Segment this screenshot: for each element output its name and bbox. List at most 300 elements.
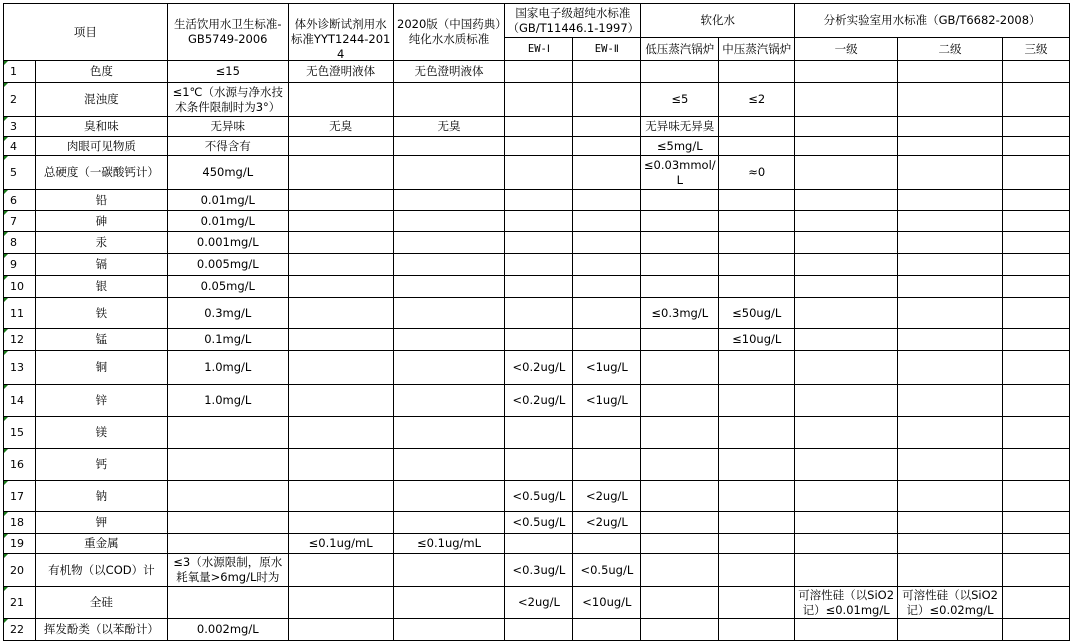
value-cell[interactable]: [898, 619, 1003, 641]
item-name-cell[interactable]: [35, 276, 167, 298]
value-cell[interactable]: [795, 276, 898, 298]
row-number[interactable]: [4, 534, 36, 554]
value-cell[interactable]: [505, 417, 573, 449]
value-cell[interactable]: [167, 554, 288, 587]
table-row: [4, 156, 1070, 190]
header-soft-mid[interactable]: [719, 38, 795, 61]
value-cell[interactable]: [641, 512, 719, 534]
row-number[interactable]: [4, 385, 36, 417]
value-cell[interactable]: [167, 298, 288, 329]
value-cell[interactable]: [393, 351, 505, 385]
value-cell[interactable]: [573, 156, 641, 190]
cell-text: 14: [10, 394, 24, 407]
item-name-cell[interactable]: [35, 61, 167, 83]
value-cell[interactable]: [795, 137, 898, 156]
value-cell[interactable]: [641, 329, 719, 351]
value-cell[interactable]: [167, 385, 288, 417]
value-cell[interactable]: [573, 449, 641, 481]
value-cell[interactable]: [505, 512, 573, 534]
value-cell[interactable]: [167, 117, 288, 137]
row-number[interactable]: [4, 587, 36, 619]
value-cell[interactable]: [167, 190, 288, 211]
value-cell[interactable]: [393, 83, 505, 117]
value-cell[interactable]: [1002, 449, 1069, 481]
value-cell[interactable]: [1002, 156, 1069, 190]
cell-text: 有机物（以COD）计: [48, 562, 155, 577]
header-lab3[interactable]: 三级: [1002, 38, 1069, 61]
value-cell[interactable]: [795, 61, 898, 83]
item-name-cell[interactable]: [35, 232, 167, 254]
value-cell[interactable]: [1002, 587, 1069, 619]
value-cell[interactable]: [167, 232, 288, 254]
value-cell[interactable]: [573, 385, 641, 417]
value-cell[interactable]: [795, 254, 898, 276]
value-cell[interactable]: [719, 554, 795, 587]
value-cell[interactable]: [641, 276, 719, 298]
value-cell[interactable]: [288, 329, 393, 351]
value-cell[interactable]: [393, 211, 505, 232]
value-cell[interactable]: [898, 512, 1003, 534]
header-pharma2020[interactable]: 2020版（中国药典）纯化水水质标准: [393, 4, 505, 61]
value-cell[interactable]: [573, 417, 641, 449]
header-ew2[interactable]: EW-Ⅱ: [573, 38, 641, 61]
value-cell[interactable]: [719, 190, 795, 211]
value-cell[interactable]: [1002, 211, 1069, 232]
cell-text: ≤1℃（水源与净水技术条件限制时为3°）: [172, 84, 283, 114]
value-cell[interactable]: [795, 449, 898, 481]
value-cell[interactable]: [393, 554, 505, 587]
row-number[interactable]: [4, 554, 36, 587]
cell-text: ≤0.03mmol/L: [643, 157, 716, 187]
cell-text: 不得含有: [204, 138, 251, 153]
item-name-cell[interactable]: [35, 587, 167, 619]
value-cell[interactable]: [898, 276, 1003, 298]
value-cell[interactable]: [898, 351, 1003, 385]
item-name-cell[interactable]: [35, 254, 167, 276]
value-cell[interactable]: [393, 137, 505, 156]
value-cell[interactable]: [898, 449, 1003, 481]
value-cell[interactable]: [573, 534, 641, 554]
value-cell[interactable]: [505, 137, 573, 156]
item-name-cell[interactable]: [35, 449, 167, 481]
value-cell[interactable]: [641, 232, 719, 254]
value-cell[interactable]: [505, 619, 573, 641]
row-number[interactable]: [4, 276, 36, 298]
value-cell[interactable]: [288, 449, 393, 481]
value-cell[interactable]: [898, 385, 1003, 417]
value-cell[interactable]: [719, 587, 795, 619]
value-cell[interactable]: [288, 137, 393, 156]
value-cell[interactable]: [898, 481, 1003, 512]
value-cell[interactable]: [573, 329, 641, 351]
value-cell[interactable]: [393, 534, 505, 554]
value-cell[interactable]: [505, 190, 573, 211]
header-yyt1244-text: 体外诊断试剂用水标准YYT1244-2014: [290, 17, 391, 61]
cell-text: 2: [10, 93, 17, 106]
value-cell[interactable]: [641, 298, 719, 329]
value-cell[interactable]: [167, 211, 288, 232]
value-cell[interactable]: [288, 254, 393, 276]
cell-text: <2ug/L: [585, 488, 628, 503]
value-cell[interactable]: [641, 385, 719, 417]
value-cell[interactable]: [573, 211, 641, 232]
value-cell[interactable]: [641, 554, 719, 587]
value-cell[interactable]: [505, 554, 573, 587]
value-cell[interactable]: [719, 254, 795, 276]
value-cell[interactable]: [795, 512, 898, 534]
value-cell[interactable]: [795, 587, 898, 619]
value-cell[interactable]: [573, 190, 641, 211]
value-cell[interactable]: [167, 276, 288, 298]
value-cell[interactable]: [1002, 61, 1069, 83]
value-cell[interactable]: [719, 329, 795, 351]
row-number[interactable]: [4, 61, 36, 83]
value-cell[interactable]: [393, 512, 505, 534]
value-cell[interactable]: [288, 61, 393, 83]
value-cell[interactable]: [393, 276, 505, 298]
value-cell[interactable]: [1002, 83, 1069, 117]
value-cell[interactable]: [393, 385, 505, 417]
row-number[interactable]: [4, 117, 36, 137]
value-cell[interactable]: [288, 554, 393, 587]
value-cell[interactable]: [288, 512, 393, 534]
row-number[interactable]: [4, 298, 36, 329]
value-cell[interactable]: [393, 156, 505, 190]
value-cell[interactable]: [795, 417, 898, 449]
value-cell[interactable]: [641, 156, 719, 190]
value-cell[interactable]: [573, 137, 641, 156]
header-lab1[interactable]: 一级: [795, 38, 898, 61]
value-cell[interactable]: [505, 254, 573, 276]
value-cell[interactable]: [898, 534, 1003, 554]
value-cell[interactable]: [795, 298, 898, 329]
value-cell[interactable]: [1002, 385, 1069, 417]
cell-text: 汞: [95, 235, 108, 249]
value-cell[interactable]: [1002, 481, 1069, 512]
value-cell[interactable]: [898, 211, 1003, 232]
cell-text: ≤50ug/L: [732, 305, 782, 320]
value-cell[interactable]: [288, 276, 393, 298]
value-cell[interactable]: [393, 449, 505, 481]
value-cell[interactable]: [641, 190, 719, 211]
value-cell[interactable]: [641, 619, 719, 641]
value-cell[interactable]: [719, 619, 795, 641]
value-cell[interactable]: [505, 385, 573, 417]
value-cell[interactable]: [573, 83, 641, 117]
cell-text: 锌: [95, 393, 108, 407]
value-cell[interactable]: [719, 298, 795, 329]
value-cell[interactable]: [167, 587, 288, 619]
value-cell[interactable]: [795, 83, 898, 117]
value-cell[interactable]: [898, 83, 1003, 117]
cell-text: 3: [10, 120, 17, 133]
value-cell[interactable]: [719, 61, 795, 83]
value-cell[interactable]: [288, 211, 393, 232]
value-cell[interactable]: [167, 156, 288, 190]
value-cell[interactable]: [505, 61, 573, 83]
value-cell[interactable]: [573, 276, 641, 298]
value-cell[interactable]: [573, 512, 641, 534]
item-name-cell[interactable]: [35, 554, 167, 587]
value-cell[interactable]: [288, 534, 393, 554]
header-gb5749[interactable]: [167, 4, 288, 61]
item-name-cell[interactable]: [35, 190, 167, 211]
value-cell[interactable]: [641, 61, 719, 83]
value-cell[interactable]: [719, 449, 795, 481]
value-cell[interactable]: [288, 619, 393, 641]
value-cell[interactable]: [1002, 298, 1069, 329]
value-cell[interactable]: [505, 298, 573, 329]
value-cell[interactable]: [573, 587, 641, 619]
row-number[interactable]: [4, 190, 36, 211]
cell-text: 0.002mg/L: [196, 622, 259, 636]
value-cell[interactable]: [505, 211, 573, 232]
cell-text: 0.1mg/L: [204, 332, 252, 346]
value-cell[interactable]: [573, 232, 641, 254]
row-number[interactable]: [4, 329, 36, 351]
value-cell[interactable]: [167, 137, 288, 156]
value-cell[interactable]: [288, 587, 393, 619]
value-cell[interactable]: [505, 232, 573, 254]
value-cell[interactable]: [505, 587, 573, 619]
cell-text: 1.0mg/L: [204, 393, 252, 407]
table-row: [4, 61, 1070, 83]
value-cell[interactable]: [795, 211, 898, 232]
value-cell[interactable]: [288, 190, 393, 211]
item-name-cell[interactable]: [35, 211, 167, 232]
value-cell[interactable]: [719, 137, 795, 156]
value-cell[interactable]: [641, 254, 719, 276]
value-cell[interactable]: [505, 351, 573, 385]
row-number[interactable]: [4, 156, 36, 190]
value-cell[interactable]: [1002, 619, 1069, 641]
header-ew1[interactable]: EW-Ⅰ: [505, 38, 573, 61]
value-cell[interactable]: [641, 449, 719, 481]
value-cell[interactable]: [167, 449, 288, 481]
value-cell[interactable]: [795, 385, 898, 417]
value-cell[interactable]: [167, 83, 288, 117]
cell-text: 0.3mg/L: [204, 305, 252, 320]
value-cell[interactable]: [795, 481, 898, 512]
row-number[interactable]: [4, 619, 36, 641]
value-cell[interactable]: [393, 298, 505, 329]
value-cell[interactable]: [393, 329, 505, 351]
value-cell[interactable]: [898, 587, 1003, 619]
value-cell[interactable]: [393, 619, 505, 641]
value-cell[interactable]: [719, 83, 795, 117]
value-cell[interactable]: [1002, 351, 1069, 385]
value-cell[interactable]: [573, 117, 641, 137]
item-name-cell[interactable]: [35, 481, 167, 512]
value-cell[interactable]: [641, 117, 719, 137]
value-cell[interactable]: [167, 254, 288, 276]
value-cell[interactable]: [1002, 190, 1069, 211]
value-cell[interactable]: [898, 156, 1003, 190]
value-cell[interactable]: [288, 83, 393, 117]
value-cell[interactable]: [795, 232, 898, 254]
value-cell[interactable]: [898, 190, 1003, 211]
value-cell[interactable]: [1002, 117, 1069, 137]
value-cell[interactable]: [288, 351, 393, 385]
value-cell[interactable]: [573, 298, 641, 329]
value-cell[interactable]: [573, 351, 641, 385]
value-cell[interactable]: [795, 156, 898, 190]
value-cell[interactable]: [1002, 417, 1069, 449]
row-number[interactable]: [4, 351, 36, 385]
value-cell[interactable]: [641, 587, 719, 619]
value-cell[interactable]: [393, 117, 505, 137]
value-cell[interactable]: [288, 417, 393, 449]
cell-text: 1.0mg/L: [204, 360, 252, 374]
value-cell[interactable]: [795, 554, 898, 587]
value-cell[interactable]: [719, 156, 795, 190]
row-number[interactable]: [4, 83, 36, 117]
value-cell[interactable]: [898, 232, 1003, 254]
header-soft-low[interactable]: [641, 38, 719, 61]
value-cell[interactable]: [573, 554, 641, 587]
cell-text: 可溶性硅（以SiO2记）≤0.01mg/L: [798, 587, 895, 617]
value-cell[interactable]: [393, 190, 505, 211]
value-cell[interactable]: [393, 254, 505, 276]
header-electronic[interactable]: 国家电子级超纯水标准（GB/T11446.1-1997）: [505, 4, 641, 38]
value-cell[interactable]: [1002, 554, 1069, 587]
value-cell[interactable]: [719, 512, 795, 534]
value-cell[interactable]: [898, 117, 1003, 137]
cell-text: 无臭: [437, 119, 461, 133]
item-name-cell[interactable]: [35, 512, 167, 534]
value-cell[interactable]: [393, 61, 505, 83]
value-cell[interactable]: [795, 329, 898, 351]
header-lab-water[interactable]: 分析实验室用水标准（GB/T6682-2008）: [795, 4, 1070, 38]
value-cell[interactable]: [573, 254, 641, 276]
value-cell[interactable]: [719, 117, 795, 137]
value-cell[interactable]: [641, 481, 719, 512]
value-cell[interactable]: [505, 481, 573, 512]
row-number[interactable]: [4, 137, 36, 156]
value-cell[interactable]: [641, 137, 719, 156]
row-number[interactable]: [4, 417, 36, 449]
cell-text: <0.2ug/L: [512, 360, 566, 374]
value-cell[interactable]: [719, 211, 795, 232]
value-cell[interactable]: [641, 351, 719, 385]
value-cell[interactable]: [641, 211, 719, 232]
value-cell[interactable]: [288, 298, 393, 329]
value-cell[interactable]: [505, 449, 573, 481]
value-cell[interactable]: [505, 534, 573, 554]
item-name-cell[interactable]: [35, 351, 167, 385]
row-number[interactable]: [4, 232, 36, 254]
value-cell[interactable]: [898, 254, 1003, 276]
value-cell[interactable]: [393, 417, 505, 449]
value-cell[interactable]: [1002, 137, 1069, 156]
header-lab2[interactable]: 二级: [898, 38, 1003, 61]
header-yyt1244[interactable]: [288, 4, 393, 61]
value-cell[interactable]: [719, 232, 795, 254]
value-cell[interactable]: [288, 232, 393, 254]
value-cell[interactable]: [1002, 276, 1069, 298]
value-cell[interactable]: [167, 512, 288, 534]
value-cell[interactable]: [1002, 534, 1069, 554]
row-number[interactable]: [4, 254, 36, 276]
value-cell[interactable]: [393, 232, 505, 254]
value-cell[interactable]: [505, 83, 573, 117]
value-cell[interactable]: [505, 329, 573, 351]
item-name-cell[interactable]: [35, 417, 167, 449]
value-cell[interactable]: [719, 417, 795, 449]
value-cell[interactable]: [573, 619, 641, 641]
item-name-cell[interactable]: [35, 329, 167, 351]
value-cell[interactable]: [1002, 329, 1069, 351]
value-cell[interactable]: [898, 417, 1003, 449]
item-name-cell[interactable]: [35, 619, 167, 641]
item-name-cell[interactable]: [35, 156, 167, 190]
value-cell[interactable]: [1002, 232, 1069, 254]
value-cell[interactable]: [505, 117, 573, 137]
row-number[interactable]: [4, 481, 36, 512]
value-cell[interactable]: [1002, 512, 1069, 534]
row-number[interactable]: [4, 512, 36, 534]
row-number[interactable]: [4, 449, 36, 481]
row-number[interactable]: [4, 211, 36, 232]
value-cell[interactable]: [898, 554, 1003, 587]
value-cell[interactable]: [641, 417, 719, 449]
value-cell[interactable]: [167, 329, 288, 351]
header-item[interactable]: 项目: [4, 4, 168, 61]
item-name-cell[interactable]: [35, 117, 167, 137]
value-cell[interactable]: [167, 417, 288, 449]
value-cell[interactable]: [167, 351, 288, 385]
item-name-cell[interactable]: [35, 83, 167, 117]
value-cell[interactable]: [795, 534, 898, 554]
item-name-cell[interactable]: [35, 137, 167, 156]
value-cell[interactable]: [719, 276, 795, 298]
value-cell[interactable]: [641, 534, 719, 554]
item-name-cell[interactable]: [35, 385, 167, 417]
value-cell[interactable]: [393, 481, 505, 512]
value-cell[interactable]: [719, 385, 795, 417]
value-cell[interactable]: [288, 156, 393, 190]
header-soft-water[interactable]: 软化水: [641, 4, 795, 38]
value-cell[interactable]: [393, 587, 505, 619]
value-cell[interactable]: [573, 61, 641, 83]
value-cell[interactable]: [795, 351, 898, 385]
value-cell[interactable]: [505, 156, 573, 190]
value-cell[interactable]: [1002, 254, 1069, 276]
value-cell[interactable]: [795, 619, 898, 641]
value-cell[interactable]: [288, 117, 393, 137]
value-cell[interactable]: [898, 137, 1003, 156]
value-cell[interactable]: [898, 329, 1003, 351]
value-cell[interactable]: [167, 534, 288, 554]
value-cell[interactable]: [167, 61, 288, 83]
value-cell[interactable]: [795, 190, 898, 211]
item-name-cell[interactable]: [35, 534, 167, 554]
item-name-cell[interactable]: [35, 298, 167, 329]
value-cell[interactable]: [795, 117, 898, 137]
value-cell[interactable]: [505, 276, 573, 298]
value-cell[interactable]: [167, 619, 288, 641]
value-cell[interactable]: [898, 298, 1003, 329]
value-cell[interactable]: [719, 534, 795, 554]
value-cell[interactable]: [719, 481, 795, 512]
value-cell[interactable]: [641, 83, 719, 117]
value-cell[interactable]: [167, 481, 288, 512]
value-cell[interactable]: [898, 61, 1003, 83]
value-cell[interactable]: [573, 481, 641, 512]
value-cell[interactable]: [288, 385, 393, 417]
value-cell[interactable]: [288, 481, 393, 512]
value-cell[interactable]: [719, 351, 795, 385]
